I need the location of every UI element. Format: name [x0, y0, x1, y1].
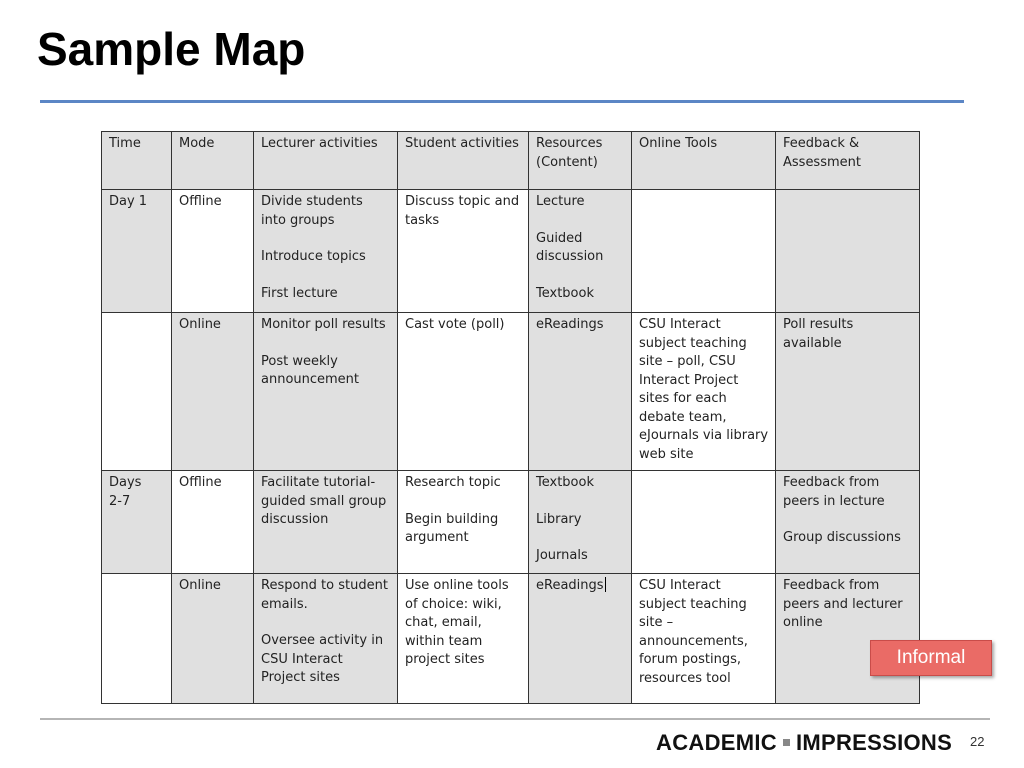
cell-text: CSU Interact subject teaching site – poll, CSU Interact Project sites for each debate team, eJournals via library web site	[639, 317, 769, 462]
cell-tools	[632, 190, 776, 313]
cell-mode	[172, 574, 254, 704]
cell-time	[102, 574, 172, 704]
header-lecturer-activities: Lecturer activities	[254, 132, 398, 190]
cell-text: Day 1	[109, 194, 148, 209]
cell-text: Online	[179, 317, 221, 332]
cell-text: Cast vote (poll)	[405, 317, 505, 332]
cell-text: Offline	[179, 475, 222, 490]
cell-mode	[172, 190, 254, 313]
cell-time	[102, 190, 172, 313]
cell-lecturer	[254, 190, 398, 313]
academic-impressions-logo	[656, 730, 952, 756]
cell-text: Online	[179, 578, 221, 593]
informal-badge: Informal	[870, 640, 992, 676]
footer-divider	[40, 718, 990, 720]
brand-separator-icon	[783, 739, 790, 746]
cell-text: Facilitate tutorial-guided small group discussion	[261, 475, 387, 527]
cell-resources	[529, 471, 632, 574]
cell-text: Offline	[179, 194, 222, 209]
cell-text: Journals	[536, 548, 588, 563]
cell-text: Respond to student emails.	[261, 578, 388, 612]
cell-text: Use online tools of choice: wiki, chat, email, within team project sites	[405, 578, 509, 667]
header-mode: Mode	[172, 132, 254, 190]
table-row	[102, 190, 920, 313]
cell-feedback	[776, 574, 920, 704]
cell-text: Research topic	[405, 475, 501, 490]
cell-text: Textbook	[536, 475, 594, 490]
cell-student	[398, 471, 529, 574]
cell-text: Post weekly announcement	[261, 353, 360, 387]
cell-text: eReadings	[536, 578, 604, 593]
cell-resources	[529, 190, 632, 313]
cell-text: Begin building argument	[405, 511, 499, 545]
cell-text: Group discussions	[783, 530, 901, 545]
header-time: Time	[102, 132, 172, 190]
cell-resources	[529, 574, 632, 704]
slide-title: Sample Map	[37, 23, 306, 75]
cell-text: Feedback from peers in lecture	[783, 475, 885, 509]
cell-tools	[632, 471, 776, 574]
cell-text: CSU Interact subject teaching site – announcements, forum postings, resources tool	[639, 578, 748, 686]
cell-mode	[172, 471, 254, 574]
cell-text: Lecture	[536, 194, 585, 209]
cell-lecturer	[254, 471, 398, 574]
cell-tools	[632, 574, 776, 704]
page-number: 22	[970, 734, 985, 749]
table-row	[102, 574, 920, 704]
cell-text: Library	[536, 511, 582, 527]
cell-text: Divide students into groups	[261, 194, 363, 228]
cell-student	[398, 313, 529, 471]
table-row	[102, 471, 920, 574]
cell-text: Introduce topics	[261, 249, 366, 264]
cell-text: First lecture	[261, 285, 338, 301]
cell-student	[398, 190, 529, 313]
cell-text: Discuss topic and tasks	[405, 194, 520, 228]
cell-text: Days 2-7	[109, 475, 142, 509]
cell-feedback	[776, 471, 920, 574]
header-feedback-assessment: Feedback & Assessment	[776, 132, 920, 190]
cell-feedback	[776, 313, 920, 471]
brand-word-left: ACADEMIC	[656, 730, 777, 755]
cell-lecturer	[254, 574, 398, 704]
cell-text: eReadings	[536, 317, 604, 332]
cell-time	[102, 471, 172, 574]
cell-text: Oversee activity in CSU Interact Project sites	[261, 633, 384, 685]
title-underline	[40, 100, 964, 103]
cell-feedback	[776, 190, 920, 313]
cell-text: Feedback from peers and lecturer online	[783, 578, 903, 630]
header-online-tools: Online Tools	[632, 132, 776, 190]
cell-mode	[172, 313, 254, 471]
table-row	[102, 313, 920, 471]
cell-student	[398, 574, 529, 704]
cell-text: Textbook	[536, 285, 594, 301]
header-student-activities: Student activities	[398, 132, 529, 190]
text-cursor	[605, 577, 606, 592]
sample-map-table	[101, 131, 920, 704]
cell-lecturer	[254, 313, 398, 471]
cell-text: Guided discussion	[536, 230, 604, 264]
cell-tools	[632, 313, 776, 471]
cell-text: Monitor poll results	[261, 317, 386, 332]
cell-resources	[529, 313, 632, 471]
cell-time	[102, 313, 172, 471]
brand-word-right: IMPRESSIONS	[795, 730, 953, 755]
header-resources: Resources (Content)	[529, 132, 632, 190]
table-header-row	[102, 132, 920, 190]
cell-text: Poll results available	[783, 317, 854, 351]
